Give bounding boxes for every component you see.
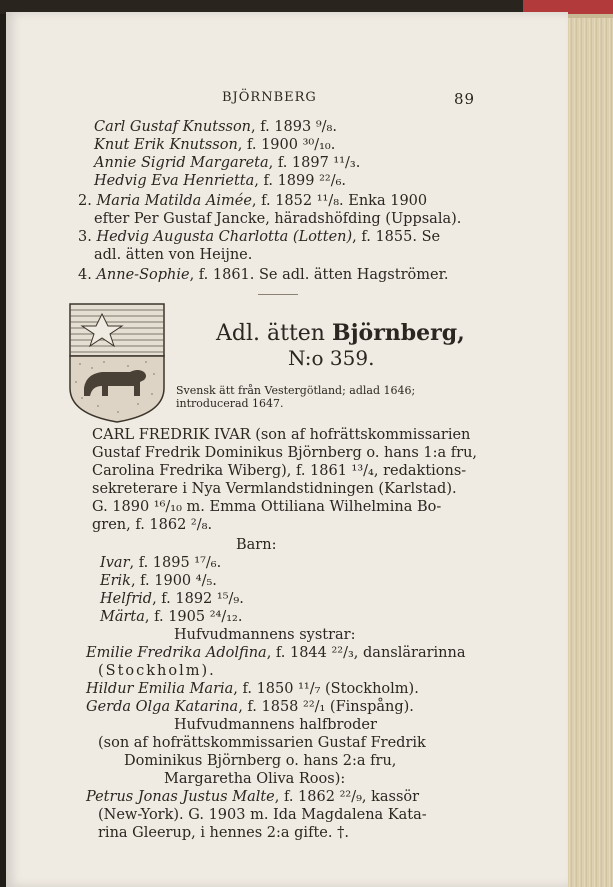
page-number: 89 (454, 90, 476, 108)
sister-entry: Gerda Olga Katarina, f. 1858 ²²/₁ (Finspång). (86, 699, 414, 715)
section-divider (258, 294, 298, 295)
page-edges (568, 18, 613, 887)
body-line: gren, f. 1862 ²/₈. (92, 517, 213, 533)
child-entry: Ivar, f. 1895 ¹⁷/₆. (100, 555, 222, 571)
halfbrother-line: Dominikus Björnberg o. hans 2:a fru, (124, 753, 397, 769)
halfbrother-heading: Hufvudmannens halfbroder (174, 717, 377, 733)
entry-line: adl. ätten von Heijne. (94, 247, 253, 263)
entry-line: efter Per Gustaf Jancke, häradshöfding (Uppsala). (94, 211, 462, 227)
child-entry: Märta, f. 1905 ²⁴/₁₂. (100, 609, 243, 625)
body-line: Gustaf Fredrik Dominikus Björnberg o. hans 1:a fru, (92, 445, 478, 461)
entry-line: Carl Gustaf Knutsson, f. 1893 ⁹/₈. (94, 119, 337, 135)
children-heading: Barn: (236, 537, 277, 553)
child-entry: Erik, f. 1900 ⁴/₅. (100, 573, 217, 589)
body-line: sekreterare i Nya Vermlandstidningen (Karlstad). (92, 481, 457, 497)
child-entry: Helfrid, f. 1892 ¹⁵/₉. (100, 591, 244, 607)
section-intro: introducerad 1647. (176, 397, 284, 410)
coat-of-arms-image (68, 302, 166, 424)
entry-line: 4. Anne-Sophie, f. 1861. Se adl. ätten Hagströmer. (78, 267, 449, 283)
sisters-heading: Hufvudmannens systrar: (174, 627, 356, 643)
body-line: Carolina Fredrika Wiberg), f. 1861 ¹³/₄, redaktions- (92, 463, 467, 479)
petrus-entry: rina Gleerup, i hennes 2:a gifte. †. (98, 825, 349, 841)
body-line: CARL FREDRIK IVAR (son af hofrättskommissarien (92, 427, 471, 443)
halfbrother-line: Margaretha Oliva Roos): (164, 771, 346, 787)
entry-line: Knut Erik Knutsson, f. 1900 ³⁰/₁₀. (94, 137, 336, 153)
petrus-entry: Petrus Jonas Justus Malte, f. 1862 ²²/₉, kassör (86, 789, 420, 805)
body-line: G. 1890 ¹⁶/₁₀ m. Emma Ottiliana Wilhelmina Bo- (92, 499, 442, 515)
sister-entry: Hildur Emilia Maria, f. 1850 ¹¹/₇ (Stockholm). (86, 681, 419, 697)
section-number: N:o 359. (288, 346, 375, 370)
section-title: Adl. ätten Björnberg, (216, 320, 465, 346)
entry-line: 2. Maria Matilda Aimée, f. 1852 ¹¹/₈. Enka 1900 (78, 193, 428, 209)
header-title: BJÖRNBERG (222, 90, 317, 105)
sister-entry: Emilie Fredrika Adolfina, f. 1844 ²²/₃, danslärarinna (86, 645, 466, 661)
book-page (6, 12, 568, 887)
petrus-entry: (New-York). G. 1903 m. Ida Magdalena Kata- (98, 807, 427, 823)
entry-line: 3. Hedvig Augusta Charlotta (Lotten), f. 1855. Se (78, 229, 441, 245)
halfbrother-line: (son af hofrättskommissarien Gustaf Fredrik (98, 735, 426, 751)
sister-entry: (Stockholm). (98, 663, 216, 679)
entry-line: Hedvig Eva Henrietta, f. 1899 ²²/₆. (94, 173, 347, 189)
section-intro: Svensk ätt från Vestergötland; adlad 1646; (176, 384, 416, 397)
entry-line: Annie Sigrid Margareta, f. 1897 ¹¹/₃. (94, 155, 361, 171)
